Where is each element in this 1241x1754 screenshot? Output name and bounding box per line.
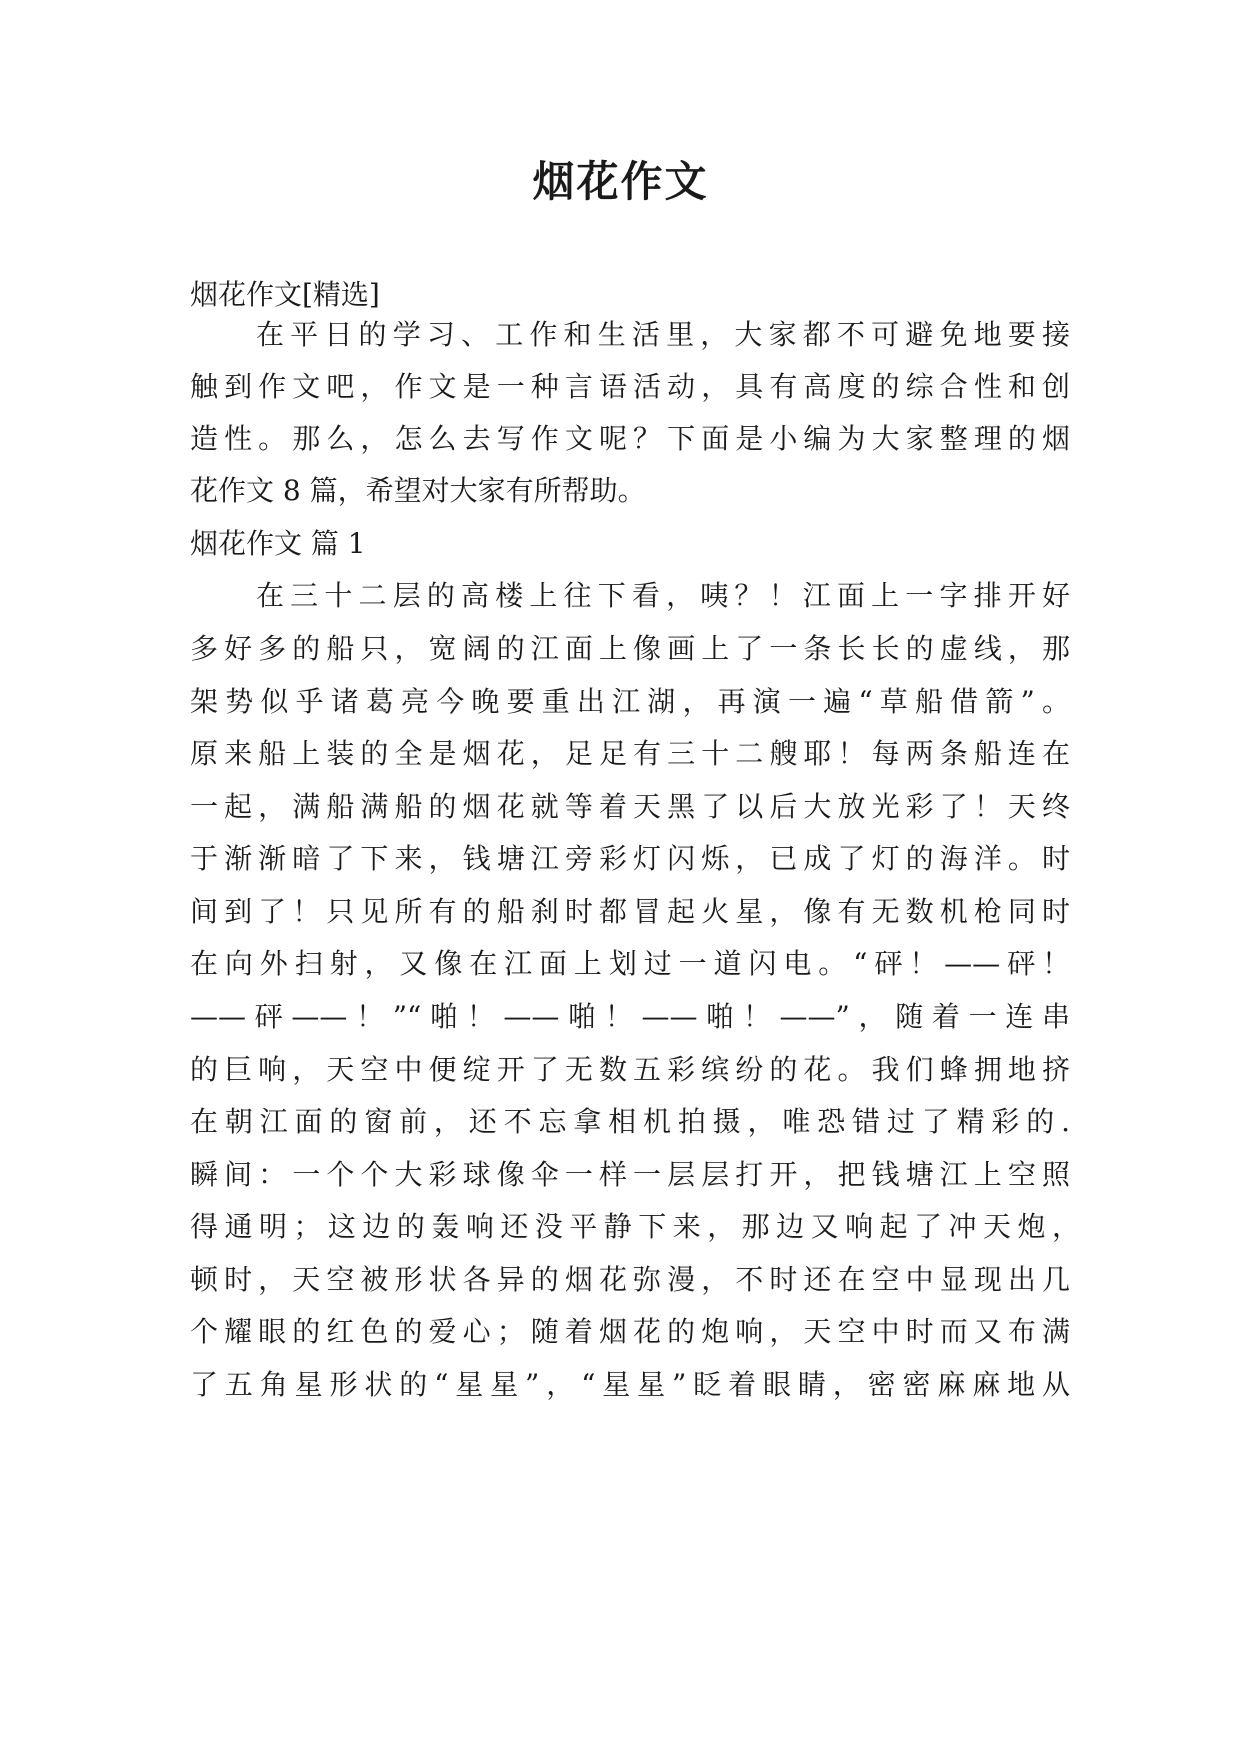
body-line-16: 了五角星形状的“星星”，“星星”眨着眼睛，密密麻麻地从 xyxy=(190,1368,1070,1401)
intro-line-1: 在平日的学习、工作和生活里，大家都不可避免地要接 xyxy=(256,318,1070,351)
body-line-9: ——砰——！”“啪！——啪！——啪！——”，随着一连串 xyxy=(190,1000,1070,1033)
document-title: 烟花作文 xyxy=(532,157,709,206)
intro-line-2: 触到作文吧，作文是一种言语活动，具有高度的综合性和创 xyxy=(190,370,1070,403)
subtitle-line: 烟花作文[精选] xyxy=(190,278,380,311)
body-line-7: 间到了！只见所有的船刹时都冒起火星，像有无数机枪同时 xyxy=(190,895,1070,928)
body-line-3: 架势似乎诸葛亮今晚要重出江湖，再演一遍“草船借箭”。 xyxy=(190,685,1070,718)
body-line-10: 的巨响，天空中便绽开了无数五彩缤纷的花。我们蜂拥地挤 xyxy=(190,1053,1070,1086)
body-line-2: 多好多的船只，宽阔的江面上像画上了一条长长的虚线，那 xyxy=(190,632,1070,665)
intro-line-3: 造性。那么，怎么去写作文呢？下面是小编为大家整理的烟 xyxy=(190,422,1070,455)
body-line-5: 一起，满船满船的烟花就等着天黑了以后大放光彩了！天终 xyxy=(190,790,1070,823)
intro-line-4: 花作文 8 篇，希望对大家有所帮助。 xyxy=(190,474,646,507)
body-line-11: 在朝江面的窗前，还不忘拿相机拍摄，唯恐错过了精彩的. xyxy=(190,1105,1070,1138)
body-line-1: 在三十二层的高楼上往下看，咦？！江面上一字排开好 xyxy=(256,579,1070,612)
body-line-4: 原来船上装的全是烟花，足足有三十二艘耶！每两条船连在 xyxy=(190,737,1070,770)
body-line-8: 在向外扫射，又像在江面上划过一道闪电。“砰！——砰！ xyxy=(190,947,1070,980)
body-line-6: 于渐渐暗了下来，钱塘江旁彩灯闪烁，已成了灯的海洋。时 xyxy=(190,842,1070,875)
body-line-15: 个耀眼的红色的爱心；随着烟花的炮响，天空中时而又布满 xyxy=(190,1315,1070,1348)
body-line-13: 得通明；这边的轰响还没平静下来，那边又响起了冲天炮， xyxy=(190,1210,1080,1243)
body-line-14: 顿时，天空被形状各异的烟花弥漫，不时还在空中显现出几 xyxy=(190,1263,1070,1296)
body-line-12: 瞬间：一个个大彩球像伞一样一层层打开，把钱塘江上空照 xyxy=(190,1158,1070,1191)
section-heading: 烟花作文 篇 1 xyxy=(190,527,366,560)
